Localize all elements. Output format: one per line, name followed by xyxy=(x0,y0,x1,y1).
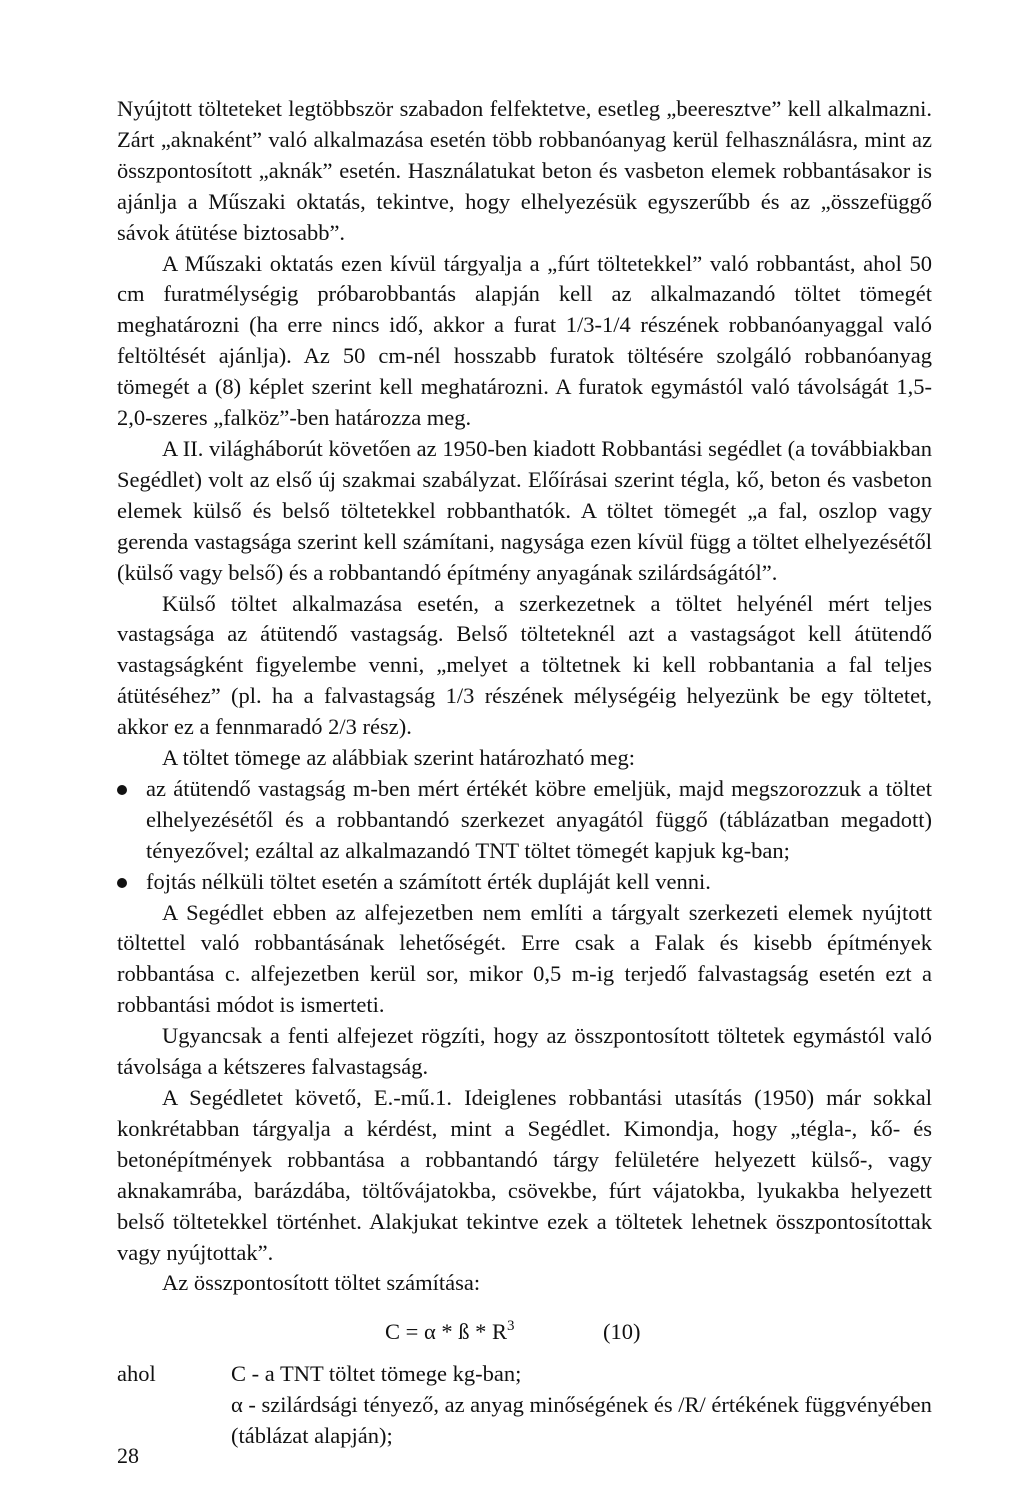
paragraph-9: Az összpontosított töltet számítása: xyxy=(162,1270,481,1296)
bullet-list xyxy=(117,774,932,898)
bullet-item-1: az átütendő vastagság m-ben mért értékét köbre emeljük, majd megszorozzuk a töltet elhelyezésétől és a robbantandó szerkezet anyagától függő (táblázatban megadott) tényezővel; ezáltal az alkalmazandó TNT töltet tömegét kapjuk kg-ban; xyxy=(117,774,932,867)
page-number: 28 xyxy=(117,1443,139,1468)
paragraph-3: A II. világháborút követően az 1950-ben kiadott Robbantási segédlet (a továbbiakban Segédlet) volt az első új szakmai szabályzat. Előírásai szerint tégla, kő, beton és vasbeton elemek külső és belső töltetekkel robbanthatók. A töltet tömegét „a fal, oszlop vagy gerenda vastagsága szerint kell számítani, nagysága ezen kívül függ a töltet elhelyezésétől (külső vagy belső) és a robbantandó építmény anyagának szilárdságától”. xyxy=(117,435,932,585)
definition-line-2: α - szilárdsági tényező, az anyag minőségének és /R/ értékének függvényében (táblázat alapján); xyxy=(231,1392,932,1449)
paragraph-7: Ugyancsak a fenti alfejezet rögzíti, hogy az összpontosított töltetek egymástól való távolsága a kétszeres falvastagság. xyxy=(117,1023,932,1080)
bullet-item-2: fojtás nélküli töltet esetén a számított érték dupláját kell venni. xyxy=(117,867,932,898)
paragraph-4: Külső töltet alkalmazása esetén, a szerkezetnek a töltet helyénél mért teljes vastagsága az átütendő vastagság. Belső tölteteknél azt a vastagságot kell átütendő vastagságként figyelembe venni, „melyet a töltetnek ki kell robbantania a fal teljes átütéséhez” (pl. ha a falvastagság 1/3 részének mélységéig helyezünk be egy töltetet, akkor ez a fennmaradó 2/3 rész). xyxy=(117,590,932,740)
body-text xyxy=(117,94,932,1452)
paragraph-2: A Műszaki oktatás ezen kívül tárgyalja a „fúrt töltetekkel” való robbantást, ahol 50 cm furatmélységig próbarobbantás alapján kell az alkalmazandó töltet tömegét meghatározni (ha erre nincs idő, akkor a furat 1/3-1/4 részének robbanóanyaggal való feltöltését ajánlja). Az 50 cm-nél hosszabb furatok töltésére szolgáló robbanóanyag tömegét a (8) képlet szerint kell meghatározni. A furatok egymástól való távolságát 1,5-2,0-szeres „falköz”-ben határozza meg. xyxy=(117,250,932,431)
paragraph-6: A Segédlet ebben az alfejezetben nem említi a tárgyalt szerkezeti elemek nyújtott töltettel való robbantásának lehetőségét. Erre csak a Falak és kisebb építmények robbantása c. alfejezetben kerül sor, mikor 0,5 m-ig terjedő falvastagság esetén ezt a robbantási módot is ismerteti. xyxy=(117,899,932,1018)
formula-number: (10) xyxy=(603,1319,641,1345)
formula-expression: C = α * ß * R xyxy=(385,1319,507,1345)
definitions-lines xyxy=(231,1359,932,1452)
paragraph-5: A töltet tömege az alábbiak szerint határozható meg: xyxy=(162,745,635,771)
definitions-label: ahol xyxy=(117,1361,156,1387)
definitions xyxy=(117,1359,932,1452)
definition-line-1: C - a TNT töltet tömege kg-ban; xyxy=(231,1361,522,1387)
paragraph-8: A Segédletet követő, E.-mű.1. Ideiglenes robbantási utasítás (1950) már sokkal konkrétabban tárgyalja a kérdést, mint a Segédlet. Kimondja, hogy „tégla-, kő- és betonépítmények robbantása a robbantandó tárgy felületére helyezett külső-, vagy aknakamrába, barázdába, töltővájatokba, csövekbe, fúrt vájatokba, lyukakba helyezett belső töltetekkel történhet. Alakjukat tekintve ezek a töltetek lehetnek összpontosítottak vagy nyújtottak”. xyxy=(117,1085,932,1265)
formula-exponent: 3 xyxy=(507,1318,515,1335)
formula xyxy=(385,1317,515,1348)
paragraph-1: Nyújtott tölteteket legtöbbször szabadon felfektetve, esetleg „beeresztve” kell alkalmazni. Zárt „aknaként” való alkalmazása esetén több robbanóanyag kerül felhasználásra, mint az összpontosított „aknák” esetén. Használatukat beton és vasbeton elemek robbantásakor is ajánlja a Műszaki oktatás, tekintve, hogy elhelyezésük egyszerűbb és az „összefüggő sávok átütése biztosabb”. xyxy=(117,96,932,245)
formula-row xyxy=(117,1307,932,1359)
